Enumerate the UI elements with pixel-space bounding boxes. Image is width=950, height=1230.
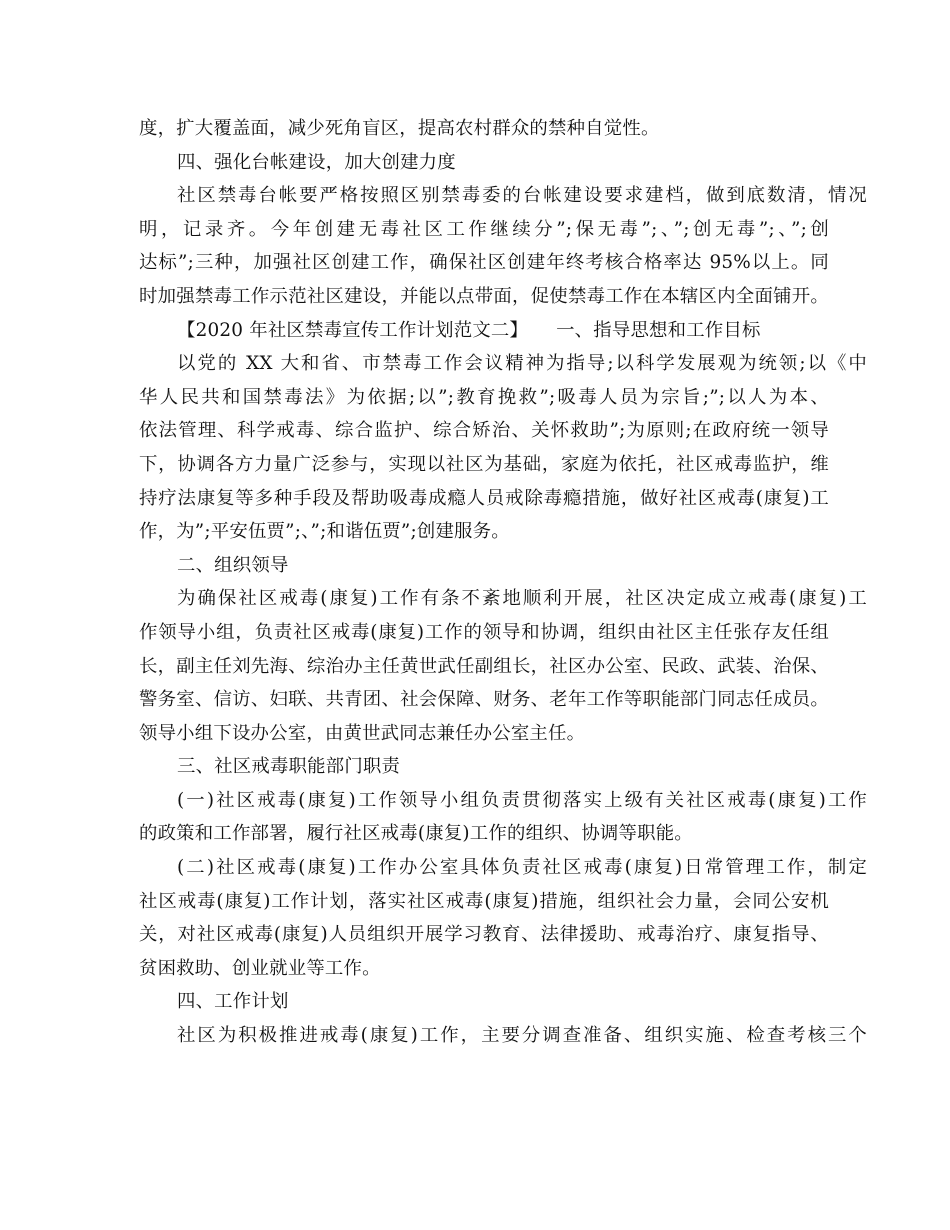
- text-line: 作，为”;平安伍贾”;、”;和谐伍贾”;创建服务。: [139, 521, 510, 543]
- text-line: 四、工作计划: [177, 991, 289, 1013]
- text-line: 依法管理、科学戒毒、综合监护、综合矫治、关怀救助”;为原则;在政府统一领导: [139, 420, 829, 442]
- text-line: 为确保社区戒毒(康复)工作有条不紊地顺利开展，社区决定成立戒毒(康复)工: [177, 588, 867, 610]
- text-line: 度，扩大覆盖面，减少死角盲区，提高农村群众的禁种自觉性。: [139, 118, 660, 139]
- text-line: 华人民共和国禁毒法》为依据;以”;教育挽救”;吸毒人员为宗旨;”;以人为本、: [139, 386, 829, 408]
- text-line: 【2020 年社区禁毒宣传工作计划范文二】 一、指导思想和工作目标: [177, 319, 761, 341]
- text-line: 社区禁毒台帐要严格按照区别禁毒委的台帐建设要求建档，做到底数清，情况: [177, 185, 867, 207]
- text-line: 警务室、信访、妇联、共青团、社会保障、财务、老年工作等职能部门同志任成员。: [139, 689, 829, 711]
- text-line: 以党的 XX 大和省、市禁毒工作会议精神为指导;以科学发展观为统领;以《中: [177, 353, 867, 375]
- document-body: [139, 112, 867, 1053]
- text-line: 关，对社区戒毒(康复)人员组织开展学习教育、法律援助、戒毒治疗、康复指导、: [139, 924, 829, 946]
- text-line: 长，副主任刘先海、综治办主任黄世武任副组长，社区办公室、民政、武装、治保、: [139, 655, 829, 677]
- text-line: (二)社区戒毒(康复)工作办公室具体负责社区戒毒(康复)日常管理工作，制定: [177, 857, 867, 879]
- text-line: 明，记录齐。今年创建无毒社区工作继续分”;保无毒”;、”;创无毒”;、”;创: [139, 218, 829, 240]
- text-line: 四、强化台帐建设，加大创建力度: [177, 151, 456, 173]
- text-line: 作领导小组，负责社区戒毒(康复)工作的领导和协调，组织由社区主任张存友任组: [139, 621, 829, 643]
- text-line: 社区戒毒(康复)工作计划，落实社区戒毒(康复)措施，组织社会力量，会同公安机: [139, 890, 829, 912]
- text-line: 领导小组下设办公室，由黄世武同志兼任办公室主任。: [139, 722, 586, 744]
- text-line: 达标”;三种，加强社区创建工作，确保社区创建年终考核合格率达 95%以上。同: [139, 252, 829, 274]
- text-line: 时加强禁毒工作示范社区建设，并能以点带面，促使禁毒工作在本辖区内全面铺开。: [139, 285, 829, 307]
- text-line: 社区为积极推进戒毒(康复)工作，主要分调查准备、组织实施、检查考核三个: [177, 1025, 867, 1047]
- text-line: 下，协调各方力量广泛参与，实现以社区为基础，家庭为依托，社区戒毒监护，维: [139, 453, 829, 475]
- text-line: (一)社区戒毒(康复)工作领导小组负责贯彻落实上级有关社区戒毒(康复)工作: [177, 789, 867, 811]
- text-line: 持疗法康复等多种手段及帮助吸毒成瘾人员戒除毒瘾措施，做好社区戒毒(康复)工: [139, 487, 829, 509]
- text-line: 贫困救助、创业就业等工作。: [139, 957, 381, 979]
- text-line: 二、组织领导: [177, 554, 289, 576]
- text-line: 的政策和工作部署，履行社区戒毒(康复)工作的组织、协调等职能。: [139, 823, 693, 845]
- text-line: 三、社区戒毒职能部门职责: [177, 756, 401, 778]
